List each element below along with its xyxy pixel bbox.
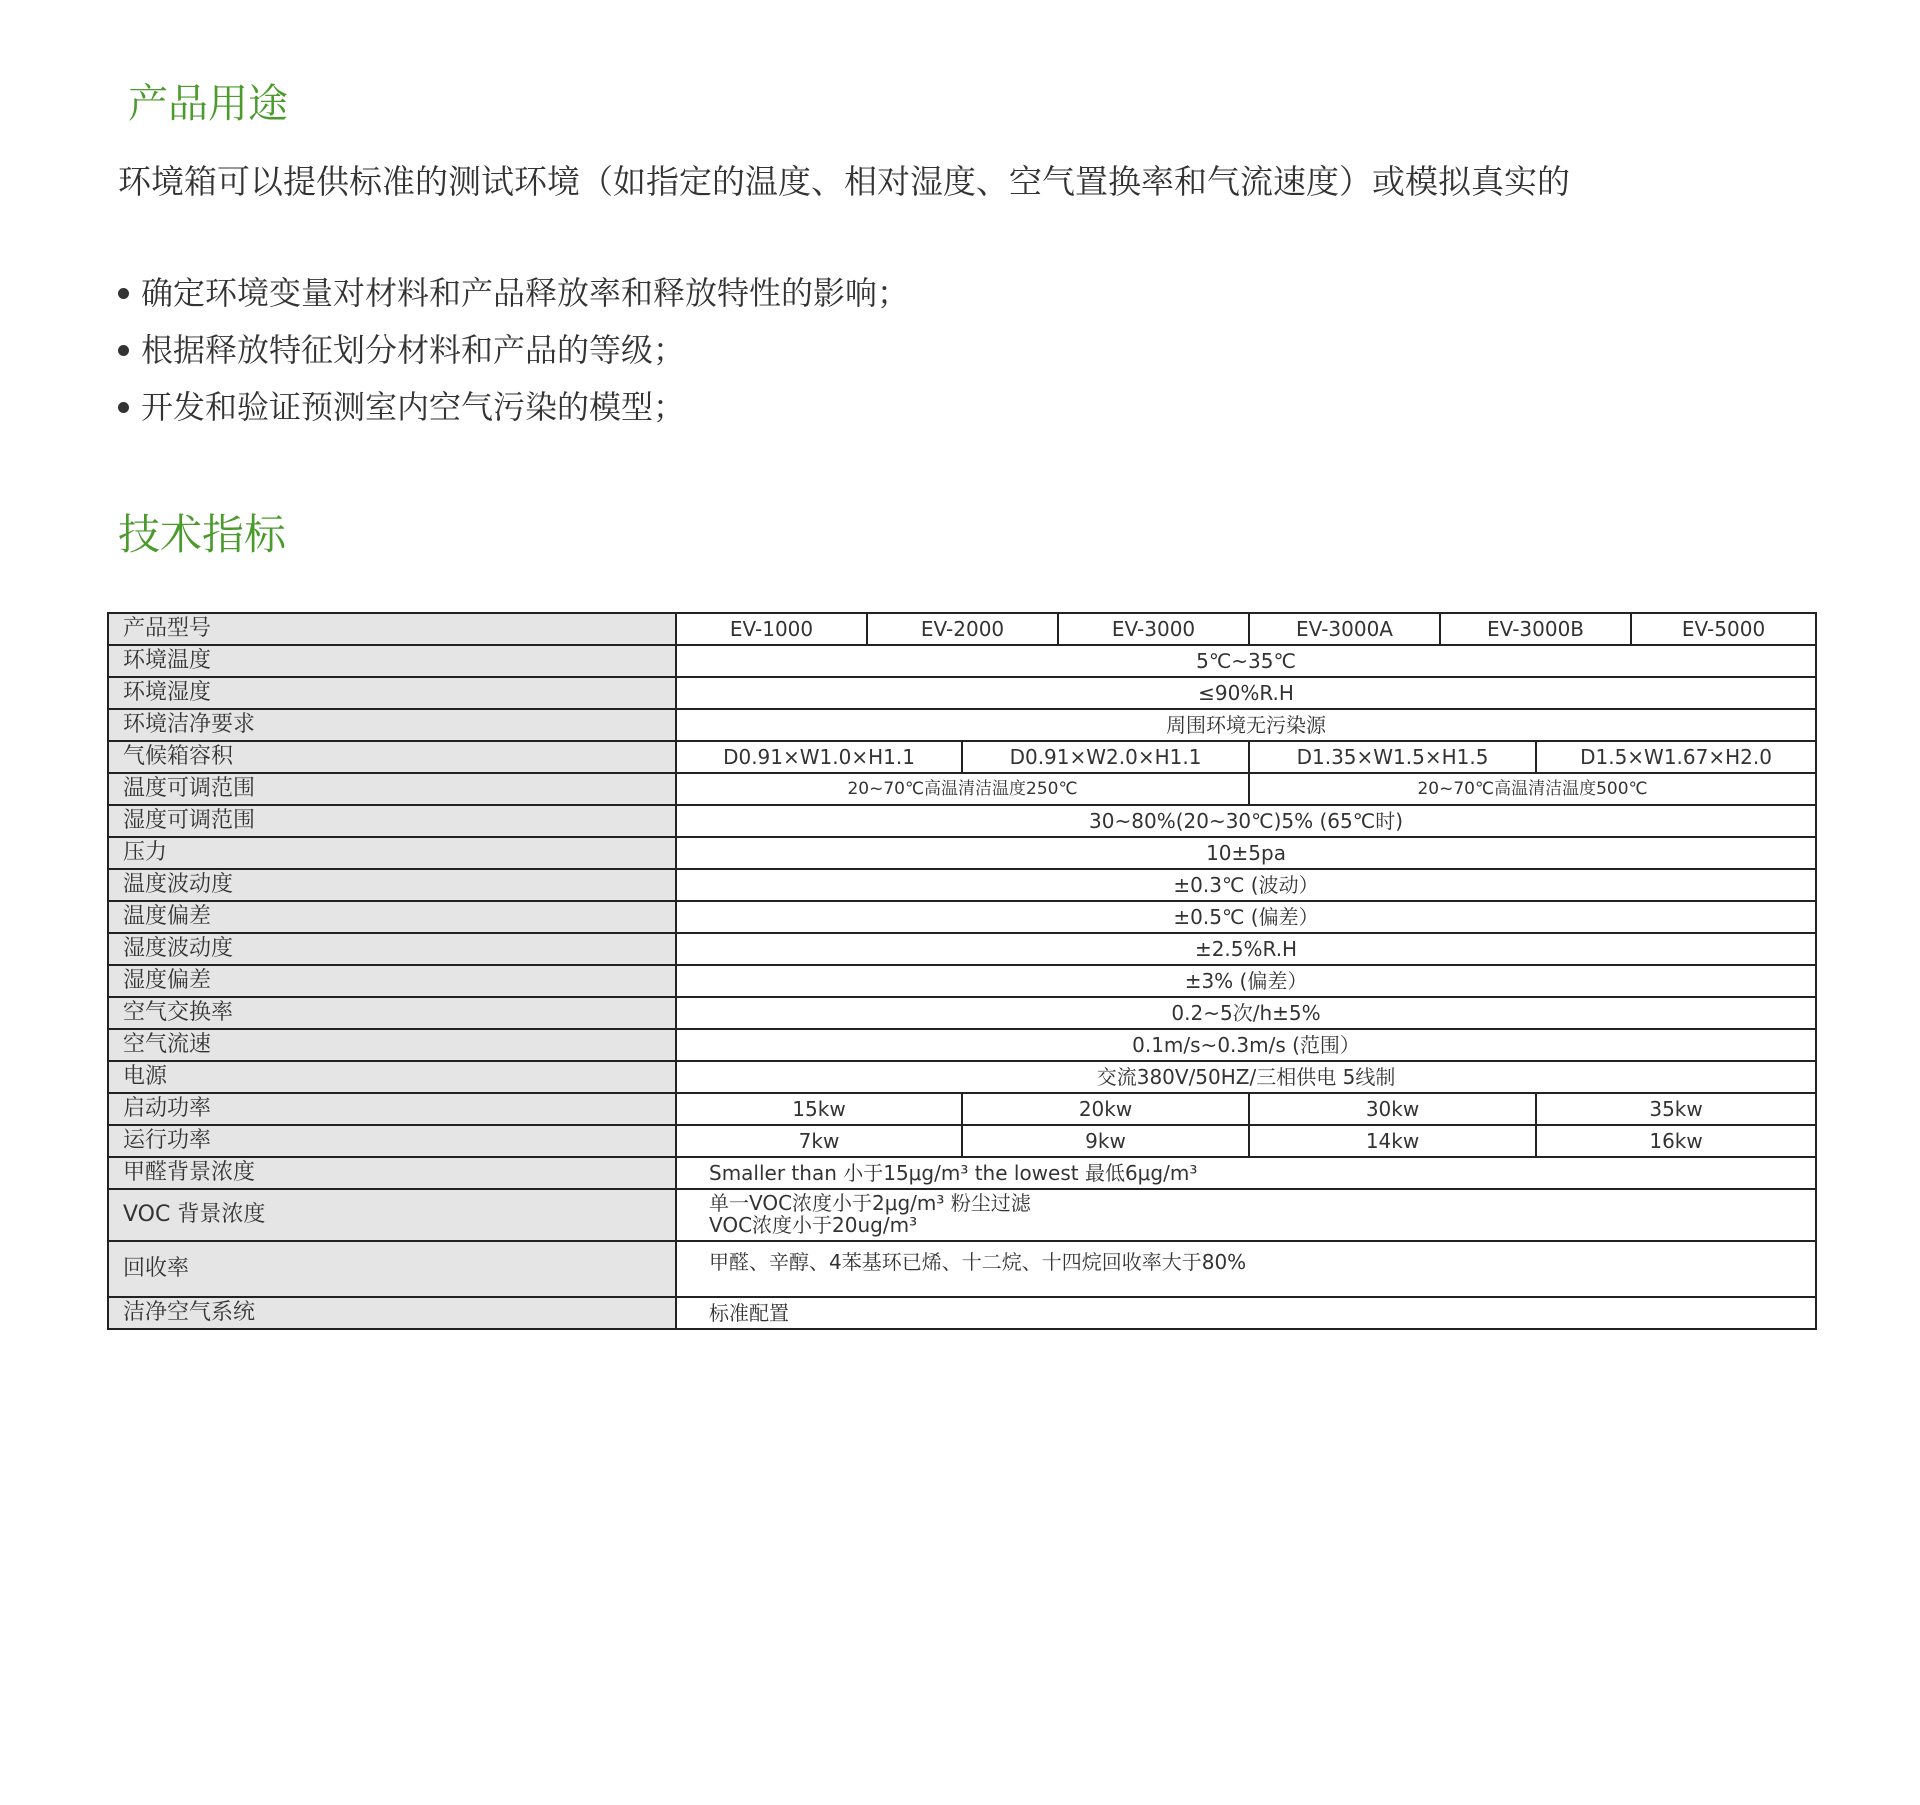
value-cell: ±3% (偏差） <box>676 965 1816 997</box>
section-title-spec: 技术指标 <box>118 510 287 559</box>
voc-line-1: 单一VOC浓度小于2μg/m³ 粉尘过滤 <box>709 1191 1031 1215</box>
value-cell: D1.35×W1.5×H1.5 <box>1249 741 1536 773</box>
table-row <box>108 1029 1816 1061</box>
row-label: 温度偏差 <box>108 901 676 933</box>
table-row <box>108 677 1816 709</box>
row-label: 甲醛背景浓度 <box>108 1157 676 1189</box>
table-row <box>108 1297 1816 1329</box>
value-cell: 35kw <box>1536 1093 1816 1125</box>
value-cell: ≤90%R.H <box>676 677 1816 709</box>
value-cell: 20~70℃高温清洁温度500℃ <box>1249 773 1816 805</box>
usage-bullet-list <box>118 265 909 436</box>
row-label: 湿度可调范围 <box>108 805 676 837</box>
table-row <box>108 901 1816 933</box>
table-row <box>108 613 1816 645</box>
table-row <box>108 1125 1816 1157</box>
row-label: 气候箱容积 <box>108 741 676 773</box>
row-label: 湿度波动度 <box>108 933 676 965</box>
spec-table <box>107 612 1817 1330</box>
row-label: 启动功率 <box>108 1093 676 1125</box>
bullet-text: 确定环境变量对材料和产品释放率和释放特性的影响； <box>141 274 910 312</box>
table-row <box>108 709 1816 741</box>
value-cell: 20kw <box>962 1093 1249 1125</box>
row-label: 空气交换率 <box>108 997 676 1029</box>
value-cell: Smaller than 小于15μg/m³ the lowest 最低6μg/m³ <box>676 1157 1816 1189</box>
value-cell: 9kw <box>962 1125 1249 1157</box>
table-row <box>108 1189 1816 1241</box>
value-cell: 10±5pa <box>676 837 1816 869</box>
model-cell: EV-3000B <box>1440 613 1631 645</box>
table-row <box>108 965 1816 997</box>
value-cell: D0.91×W2.0×H1.1 <box>962 741 1249 773</box>
table-row <box>108 1093 1816 1125</box>
list-item <box>118 322 909 379</box>
value-cell: 16kw <box>1536 1125 1816 1157</box>
row-label: 温度波动度 <box>108 869 676 901</box>
value-cell: ±0.5℃ (偏差） <box>676 901 1816 933</box>
row-label: 环境湿度 <box>108 677 676 709</box>
row-label: 环境洁净要求 <box>108 709 676 741</box>
section-title-usage: 产品用途 <box>128 81 288 127</box>
value-cell <box>676 1189 1816 1241</box>
voc-line-2: VOC浓度小于20ug/m³ <box>709 1213 918 1237</box>
table-row <box>108 1157 1816 1189</box>
value-cell: 甲醛、辛醇、4苯基环已烯、十二烷、十四烷回收率大于80% <box>676 1241 1816 1297</box>
row-label: 洁净空气系统 <box>108 1297 676 1329</box>
list-item <box>118 379 909 436</box>
table-row <box>108 1241 1816 1297</box>
table-row <box>108 869 1816 901</box>
value-cell: 7kw <box>676 1125 962 1157</box>
row-label: 空气流速 <box>108 1029 676 1061</box>
list-item <box>118 265 909 322</box>
value-cell: 5℃~35℃ <box>676 645 1816 677</box>
table-row <box>108 741 1816 773</box>
bullet-text: 根据释放特征划分材料和产品的等级； <box>141 331 686 369</box>
bullet-icon <box>118 288 129 299</box>
row-label: 压力 <box>108 837 676 869</box>
row-label: 温度可调范围 <box>108 773 676 805</box>
value-cell: 0.2~5次/h±5% <box>676 997 1816 1029</box>
value-cell: 周围环境无污染源 <box>676 709 1816 741</box>
bullet-text: 开发和验证预测室内空气污染的模型； <box>141 388 686 426</box>
row-label: 电源 <box>108 1061 676 1093</box>
row-label: 运行功率 <box>108 1125 676 1157</box>
value-cell: 交流380V/50HZ/三相供电 5线制 <box>676 1061 1816 1093</box>
bullet-icon <box>118 345 129 356</box>
value-cell: 20~70℃高温清洁温度250℃ <box>676 773 1249 805</box>
table-row <box>108 805 1816 837</box>
value-cell: ±0.3℃ (波动） <box>676 869 1816 901</box>
row-label: VOC 背景浓度 <box>108 1189 676 1241</box>
table-row <box>108 645 1816 677</box>
model-cell: EV-2000 <box>867 613 1058 645</box>
table-row <box>108 773 1816 805</box>
intro-text: 环境箱可以提供标准的测试环境（如指定的温度、相对湿度、空气置换率和气流速度）或模拟真实的 <box>118 162 1570 201</box>
row-label: 产品型号 <box>108 613 676 645</box>
model-cell: EV-3000A <box>1249 613 1440 645</box>
row-label: 回收率 <box>108 1241 676 1297</box>
value-cell: D0.91×W1.0×H1.1 <box>676 741 962 773</box>
row-label: 湿度偏差 <box>108 965 676 997</box>
table-row <box>108 837 1816 869</box>
table-row <box>108 1061 1816 1093</box>
model-cell: EV-3000 <box>1058 613 1249 645</box>
table-row <box>108 933 1816 965</box>
value-cell: D1.5×W1.67×H2.0 <box>1536 741 1816 773</box>
value-cell: ±2.5%R.H <box>676 933 1816 965</box>
model-cell: EV-1000 <box>676 613 867 645</box>
model-cell: EV-5000 <box>1631 613 1816 645</box>
row-label: 环境温度 <box>108 645 676 677</box>
value-cell: 0.1m/s~0.3m/s (范围） <box>676 1029 1816 1061</box>
value-cell: 15kw <box>676 1093 962 1125</box>
value-cell: 标准配置 <box>676 1297 1816 1329</box>
value-cell: 30kw <box>1249 1093 1536 1125</box>
value-cell: 14kw <box>1249 1125 1536 1157</box>
bullet-icon <box>118 402 129 413</box>
value-cell: 30~80%(20~30℃)5% (65℃时) <box>676 805 1816 837</box>
table-row <box>108 997 1816 1029</box>
